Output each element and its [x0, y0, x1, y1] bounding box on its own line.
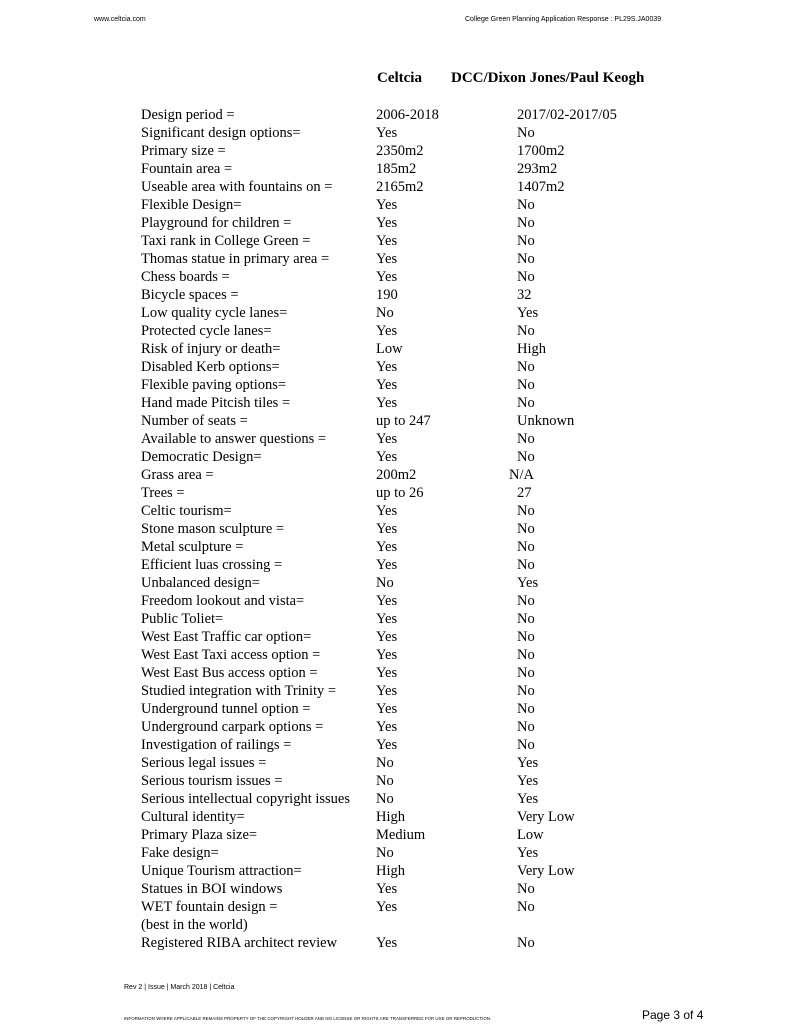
- celtcia-value: Yes: [376, 125, 398, 141]
- table-row: [141, 898, 701, 916]
- table-row: [141, 178, 701, 196]
- dcc-value: 2017/02-2017/05: [517, 107, 617, 123]
- celtcia-value: Yes: [376, 629, 398, 645]
- row-label: Serious intellectual copyright issues: [141, 791, 351, 807]
- dcc-value: No: [517, 935, 535, 951]
- celtcia-value: Yes: [376, 539, 398, 555]
- dcc-value: No: [517, 647, 535, 663]
- dcc-value: Yes: [517, 791, 539, 807]
- row-label: Primary size =: [141, 143, 226, 159]
- dcc-value: N/A: [509, 467, 534, 483]
- celtcia-value: High: [376, 863, 405, 879]
- row-label: Disabled Kerb options=: [141, 359, 280, 375]
- table-row: [141, 484, 701, 502]
- dcc-value: No: [517, 899, 535, 915]
- dcc-value: No: [517, 665, 535, 681]
- dcc-value: No: [517, 395, 535, 411]
- dcc-value: No: [517, 431, 535, 447]
- dcc-value: No: [517, 125, 535, 141]
- table-row: [141, 862, 701, 880]
- row-label: Efficient luas crossing =: [141, 557, 283, 573]
- row-label: Available to answer questions =: [141, 431, 327, 447]
- table-row: [141, 880, 701, 898]
- celtcia-value: 2165m2: [376, 179, 424, 195]
- table-row: [141, 304, 701, 322]
- table-row: [141, 736, 701, 754]
- dcc-value: No: [517, 611, 535, 627]
- table-row: [141, 106, 701, 124]
- celtcia-value: Yes: [376, 269, 398, 285]
- celtcia-value: Yes: [376, 701, 398, 717]
- dcc-value: No: [517, 593, 535, 609]
- row-label: Risk of injury or death=: [141, 341, 281, 357]
- dcc-value: No: [517, 251, 535, 267]
- dcc-value: Yes: [517, 755, 539, 771]
- table-row: [141, 700, 701, 718]
- row-label: Underground tunnel option =: [141, 701, 311, 717]
- dcc-value: High: [517, 341, 546, 357]
- table-row: [141, 124, 701, 142]
- celtcia-value: Yes: [376, 197, 398, 213]
- dcc-value: 293m2: [517, 161, 558, 177]
- row-label: Unique Tourism attraction=: [141, 863, 302, 879]
- dcc-value: Unknown: [517, 413, 575, 429]
- dcc-value: No: [517, 737, 535, 753]
- column-header-celtcia: Celtcia: [377, 70, 422, 86]
- dcc-value: No: [517, 521, 535, 537]
- row-label: Freedom lookout and vista=: [141, 593, 305, 609]
- celtcia-value: Yes: [376, 557, 398, 573]
- table-row: [141, 682, 701, 700]
- dcc-value: No: [517, 719, 535, 735]
- table-row: [141, 196, 701, 214]
- row-label: (best in the world): [141, 917, 248, 933]
- row-label: Serious tourism issues =: [141, 773, 283, 789]
- celtcia-value: Medium: [376, 827, 426, 843]
- table-row: [141, 844, 701, 862]
- celtcia-value: Yes: [376, 449, 398, 465]
- dcc-value: No: [517, 377, 535, 393]
- dcc-value: No: [517, 359, 535, 375]
- celtcia-value: Yes: [376, 683, 398, 699]
- celtcia-value: Yes: [376, 431, 398, 447]
- footer-copyright-notice: INFORMATION WHERE APPLICABLE REMAINS PROPERTY OF THE COPYRIGHT HOLDER AND NO LICENSE OR RIGHTS ARE TRANSFERRED FOR USE OR REPRODUCTION.: [124, 1016, 492, 1021]
- table-row: [141, 358, 701, 376]
- celtcia-value: No: [376, 845, 394, 861]
- row-label: Flexible Design=: [141, 197, 242, 213]
- row-label: Statues in BOI windows: [141, 881, 283, 897]
- row-label: Design period =: [141, 107, 235, 123]
- celtcia-value: Yes: [376, 719, 398, 735]
- table-row: [141, 214, 701, 232]
- table-row: [141, 646, 701, 664]
- table-row: [141, 538, 701, 556]
- dcc-value: 1407m2: [517, 179, 565, 195]
- dcc-value: No: [517, 323, 535, 339]
- celtcia-value: Yes: [376, 737, 398, 753]
- table-row: [141, 790, 701, 808]
- dcc-value: Very Low: [517, 863, 575, 879]
- row-label: Flexible paving options=: [141, 377, 287, 393]
- celtcia-value: up to 26: [376, 485, 424, 501]
- row-label: Grass area =: [141, 467, 214, 483]
- header-doc-title: College Green Planning Application Response : PL29S.JA0039: [465, 16, 662, 23]
- celtcia-value: No: [376, 773, 394, 789]
- table-row: [141, 610, 701, 628]
- celtcia-value: Yes: [376, 323, 398, 339]
- celtcia-value: Yes: [376, 665, 398, 681]
- table-row: [141, 556, 701, 574]
- table-row: [141, 772, 701, 790]
- celtcia-value: Yes: [376, 233, 398, 249]
- celtcia-value: High: [376, 809, 405, 825]
- dcc-value: 27: [517, 485, 532, 501]
- celtcia-value: No: [376, 755, 394, 771]
- celtcia-value: Yes: [376, 611, 398, 627]
- row-label: Studied integration with Trinity =: [141, 683, 337, 699]
- table-row: [141, 430, 701, 448]
- dcc-value: Yes: [517, 845, 539, 861]
- footer-revision: Rev 2 | Issue | March 2018 | Celtcia: [124, 984, 235, 991]
- celtcia-value: Yes: [376, 647, 398, 663]
- page-number: Page 3 of 4: [642, 1008, 704, 1022]
- table-row: [141, 574, 701, 592]
- table-row: [141, 520, 701, 538]
- celtcia-value: Yes: [376, 251, 398, 267]
- celtcia-value: 185m2: [376, 161, 417, 177]
- table-row: [141, 916, 701, 934]
- row-label: Trees =: [141, 485, 185, 501]
- celtcia-value: 200m2: [376, 467, 417, 483]
- celtcia-value: Yes: [376, 521, 398, 537]
- celtcia-value: Yes: [376, 377, 398, 393]
- celtcia-value: Yes: [376, 593, 398, 609]
- table-row: [141, 160, 701, 178]
- celtcia-value: 2350m2: [376, 143, 424, 159]
- row-label: West East Traffic car option=: [141, 629, 312, 645]
- table-row: [141, 628, 701, 646]
- celtcia-value: Yes: [376, 935, 398, 951]
- celtcia-value: Low: [376, 341, 403, 357]
- celtcia-value: No: [376, 305, 394, 321]
- table-row: [141, 466, 701, 484]
- table-row: [141, 826, 701, 844]
- row-label: Investigation of railings =: [141, 737, 292, 753]
- table-row: [141, 232, 701, 250]
- row-label: West East Bus access option =: [141, 665, 318, 681]
- celtcia-value: 2006-2018: [376, 107, 439, 123]
- row-label: Protected cycle lanes=: [141, 323, 272, 339]
- row-label: Unbalanced design=: [141, 575, 260, 591]
- dcc-value: No: [517, 881, 535, 897]
- table-row: [141, 718, 701, 736]
- dcc-value: No: [517, 683, 535, 699]
- table-row: [141, 754, 701, 772]
- celtcia-value: Yes: [376, 881, 398, 897]
- row-label: Thomas statue in primary area =: [141, 251, 330, 267]
- celtcia-value: No: [376, 791, 394, 807]
- dcc-value: No: [517, 197, 535, 213]
- table-row: [141, 250, 701, 268]
- dcc-value: No: [517, 557, 535, 573]
- comparison-table: [141, 106, 701, 952]
- table-row: [141, 322, 701, 340]
- row-label: Celtic tourism=: [141, 503, 232, 519]
- row-label: Serious legal issues =: [141, 755, 267, 771]
- dcc-value: No: [517, 629, 535, 645]
- dcc-value: Yes: [517, 773, 539, 789]
- table-row: [141, 268, 701, 286]
- row-label: Democratic Design=: [141, 449, 262, 465]
- row-label: Chess boards =: [141, 269, 230, 285]
- celtcia-value: up to 247: [376, 413, 431, 429]
- dcc-value: No: [517, 701, 535, 717]
- row-label: Low quality cycle lanes=: [141, 305, 288, 321]
- dcc-value: No: [517, 503, 535, 519]
- celtcia-value: No: [376, 575, 394, 591]
- row-label: Taxi rank in College Green =: [141, 233, 311, 249]
- dcc-value: No: [517, 539, 535, 555]
- row-label: Significant design options=: [141, 125, 301, 141]
- header-site: www.celtcia.com: [94, 16, 146, 23]
- row-label: Hand made Pitcish tiles =: [141, 395, 291, 411]
- celtcia-value: Yes: [376, 899, 398, 915]
- row-label: Metal sculpture =: [141, 539, 244, 555]
- table-row: [141, 664, 701, 682]
- celtcia-value: Yes: [376, 503, 398, 519]
- table-row: [141, 502, 701, 520]
- dcc-value: No: [517, 269, 535, 285]
- celtcia-value: Yes: [376, 359, 398, 375]
- dcc-value: Low: [517, 827, 544, 843]
- row-label: Fountain area =: [141, 161, 233, 177]
- table-row: [141, 376, 701, 394]
- dcc-value: Yes: [517, 305, 539, 321]
- table-row: [141, 808, 701, 826]
- celtcia-value: 190: [376, 287, 398, 303]
- table-row: [141, 394, 701, 412]
- dcc-value: Very Low: [517, 809, 575, 825]
- dcc-value: No: [517, 215, 535, 231]
- row-label: Public Toliet=: [141, 611, 224, 627]
- table-row: [141, 592, 701, 610]
- row-label: Underground carpark options =: [141, 719, 324, 735]
- dcc-value: 1700m2: [517, 143, 565, 159]
- celtcia-value: Yes: [376, 395, 398, 411]
- row-label: Playground for children =: [141, 215, 292, 231]
- table-row: [141, 142, 701, 160]
- row-label: Cultural identity=: [141, 809, 245, 825]
- row-label: WET fountain design =: [141, 899, 278, 915]
- row-label: Registered RIBA architect review: [141, 935, 338, 951]
- table-row: [141, 412, 701, 430]
- table-row: [141, 934, 701, 952]
- row-label: Bicycle spaces =: [141, 287, 239, 303]
- dcc-value: Yes: [517, 575, 539, 591]
- dcc-value: No: [517, 449, 535, 465]
- dcc-value: No: [517, 233, 535, 249]
- table-row: [141, 286, 701, 304]
- row-label: Fake design=: [141, 845, 219, 861]
- row-label: Useable area with fountains on =: [141, 179, 333, 195]
- row-label: West East Taxi access option =: [141, 647, 321, 663]
- row-label: Primary Plaza size=: [141, 827, 258, 843]
- table-row: [141, 448, 701, 466]
- celtcia-value: Yes: [376, 215, 398, 231]
- column-header-dcc: DCC/Dixon Jones/Paul Keogh: [451, 70, 645, 86]
- row-label: Stone mason sculpture =: [141, 521, 285, 537]
- dcc-value: 32: [517, 287, 532, 303]
- row-label: Number of seats =: [141, 413, 248, 429]
- table-row: [141, 340, 701, 358]
